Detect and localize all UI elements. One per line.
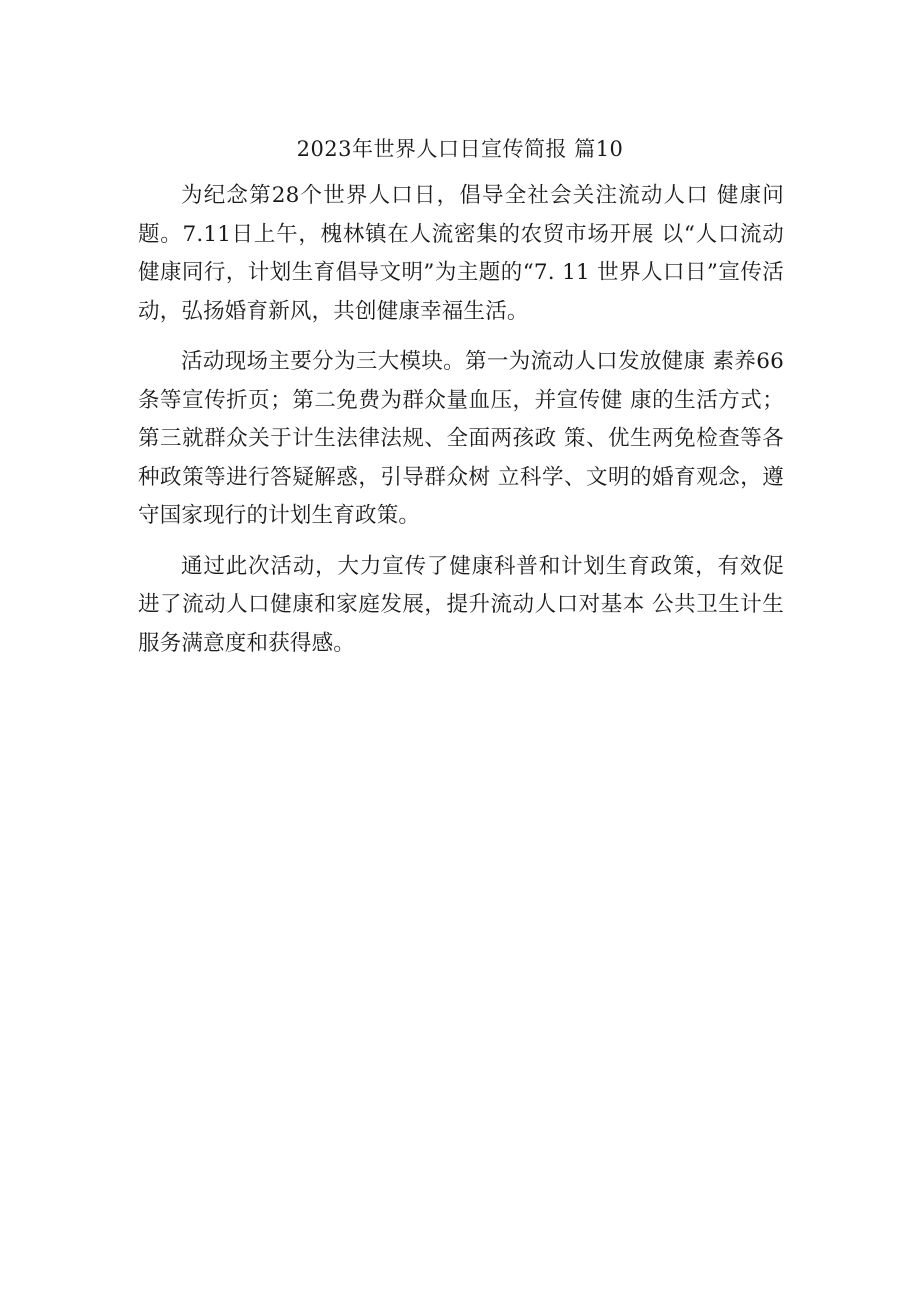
- paragraph-2: 活动现场主要分为三大模块。第一为流动人口发放健康 素养66条等宣传折页；第二免费为群众量血压，并宣传健 康的生活方式；第三就群众关于计生法律法规、全面两孩政 策、优生两免检查等各种政策等进行答疑解惑，引导群众树 立科学、文明的婚育观念，遵守国家现行的计划生育政策。: [138, 349, 784, 528]
- paragraph-3: 通过此次活动，大力宣传了健康科普和计划生育政策，有效促进了流动人口健康和家庭发展，提升流动人口对基本 公共卫生计生服务满意度和获得感。: [138, 553, 784, 656]
- document-title: 2023年世界人口日宣传简报 篇10: [296, 137, 624, 161]
- paragraph-1: 为纪念第28个世界人口日，倡导全社会关注流动人口 健康问题。7.11日上午，槐林镇在人流密集的农贸市场开展 以“人口流动健康同行，计划生育倡导文明”为主题的“7. 11 世界人口日”宣传活动，弘扬婚育新风，共创健康幸福生活。: [138, 183, 784, 324]
- document-body: [138, 177, 784, 675]
